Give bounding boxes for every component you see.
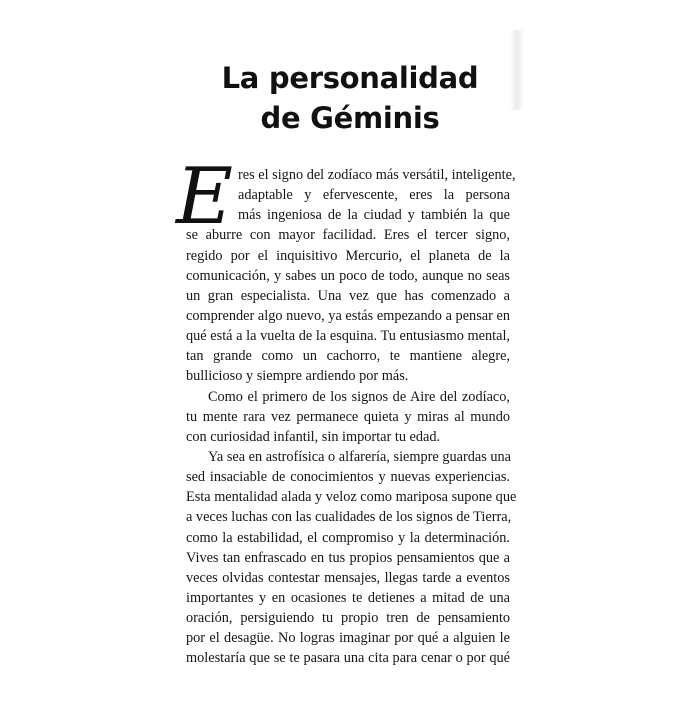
text-line: tu mente rara vez permanece quieta y miras al mundo xyxy=(186,408,510,425)
text-line: oración, persiguiendo tu propio tren de pensamiento xyxy=(186,610,510,627)
text-line: a veces luchas con las cualidades de los signos de Tierra, xyxy=(186,509,512,526)
text-line: sed insaciable de conocimientos y nuevas experiencias. xyxy=(186,469,510,486)
text-line: regido por el inquisitivo Mercurio, el planeta de la xyxy=(186,247,510,264)
text-line: más ingeniosa de la ciudad y también la que xyxy=(238,207,510,224)
text-line: res el signo del zodíaco más versátil, inteligente, xyxy=(238,167,516,183)
text-line: Vives tan enfrascado en tus propios pensamientos que a xyxy=(186,549,510,566)
text-line: Ya sea en astrofísica o alfarería, siempre guardas una xyxy=(208,448,512,465)
text-line: como la estabilidad, el compromiso y la determinación. xyxy=(186,529,510,546)
chapter-title-line-1: La personalidad xyxy=(221,61,479,95)
text-line: bullicioso y siempre ardiendo por más. xyxy=(186,368,409,385)
text-line: tan grande como un cachorro, te mantiene alegre, xyxy=(186,348,510,365)
body-text xyxy=(186,165,517,669)
text-line: comunicación, y sabes un poco de todo, aunque no seas xyxy=(186,267,510,284)
text-line: un gran especialista. Una vez que has comenzado a xyxy=(186,287,510,304)
text-line: Esta mentalidad alada y veloz como mariposa supone que xyxy=(186,489,517,506)
text-line: veces olvidas contestar mensajes, llegas tarde a eventos xyxy=(186,569,510,586)
drop-cap: E xyxy=(176,152,233,242)
text-line: por el desagüe. No logras imaginar por qué a alguien le xyxy=(186,630,510,647)
chapter-title-line-2: de Géminis xyxy=(260,101,440,135)
text-line: importantes y en ocasiones te detienes a mitad de una xyxy=(186,589,510,606)
text-line: molestaría que se te pasara una cita para cenar o por qué xyxy=(186,650,510,667)
chapter-title xyxy=(180,58,520,138)
text-line: comprender algo nuevo, ya estás empezando a pensar en xyxy=(186,307,510,324)
text-line: con curiosidad infantil, sin importar tu edad. xyxy=(186,428,441,445)
text-line: adaptable y efervescente, eres la persona xyxy=(238,187,510,204)
text-line: se aburre con mayor facilidad. Eres el tercer signo, xyxy=(186,227,510,244)
text-line: qué está a la vuelta de la esquina. Tu entusiasmo mental, xyxy=(186,328,510,345)
text-line: Como el primero de los signos de Aire del zodíaco, xyxy=(208,388,510,405)
